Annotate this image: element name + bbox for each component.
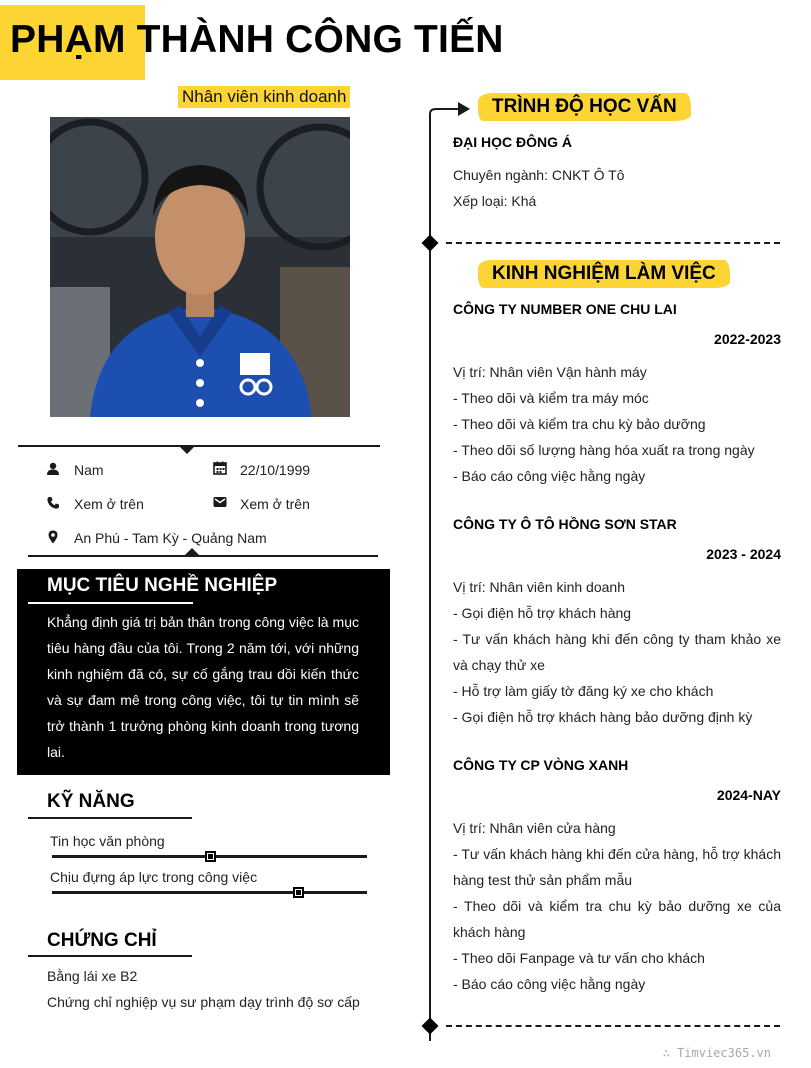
certificate-item: Bằng lái xe B2 [47,968,138,984]
timeline-node [422,235,439,252]
job-task: - Gọi điện hỗ trợ khách hàng bảo dưỡng định kỳ [453,709,753,725]
skills-title: KỸ NĂNG [47,791,135,812]
timeline-arrow-icon [428,100,472,130]
timeline-line [429,116,431,1041]
timeline-node [422,1018,439,1035]
watermark-text: Timviec365.vn [677,1046,771,1060]
gender-icon [46,462,60,481]
job-task: - Báo cáo công việc hằng ngày [453,468,646,484]
job-period: 2022-2023 [714,331,781,347]
job-period: 2024-NAY [716,787,781,803]
company-name: CÔNG TY CP VÒNG XANH [453,757,629,773]
job-title: Nhân viên kinh doanh [178,86,350,108]
job-period: 2023 - 2024 [706,546,781,562]
job-task: - Theo dõi và kiểm tra máy móc [453,390,649,406]
job-task: - Tư vấn khách hàng khi đến công ty tham khảo xe và chạy thử xe [453,631,781,673]
company-name: CÔNG TY NUMBER ONE CHU LAI [453,301,677,317]
company-name: CÔNG TY Ô TÔ HỒNG SƠN STAR [453,516,677,532]
watermark-dots-icon: ∴ [662,1046,678,1060]
email-value: Xem ở trên [240,496,310,512]
job-task: - Tư vấn khách hàng khi đến cửa hàng, hỗ trợ khách hàng test thử sản phẩm mẫu [453,846,781,888]
job-task: - Hỗ trợ làm giấy tờ đăng ký xe cho khách [453,683,714,699]
education-rank: Xếp loại: Khá [453,193,537,209]
job-task: - Theo dõi số lượng hàng hóa xuất ra trong ngày [453,442,755,458]
objective-text: Khẳng định giá trị bản thân trong công việc là mục tiêu hàng đầu của tôi. Trong 2 năm tới, với những kinh nghiệm đã có, sự cố gắng trau dồi kiến thức và sự đam mê trong công việc, tôi tự tin mình sẽ trở thành 1 trưởng phòng kinh doanh trong tương lai. [47,614,359,760]
certificates-underline [28,955,192,957]
skills-underline [28,817,192,819]
gender-value: Nam [74,462,104,478]
education-title: TRÌNH ĐỘ HỌC VẤN [478,93,691,121]
candidate-name: PHẠM THÀNH CÔNG TIẾN [10,18,504,61]
school-name: ĐẠI HỌC ĐÔNG Á [453,134,572,150]
birthday-value: 22/10/1999 [240,462,311,478]
objective-title: MỤC TIÊU NGHỀ NGHIỆP [47,575,278,596]
info-top-divider [18,445,380,447]
job-task: - Theo dõi và kiểm tra chu kỳ bảo dưỡng xe của khách hàng [453,898,781,940]
calendar-icon [213,461,227,480]
skill-level-knob[interactable] [205,851,216,862]
profile-photo [50,117,350,417]
certificate-item: Chứng chỉ nghiệp vụ sư phạm dạy trình độ sơ cấp [47,994,360,1010]
job-position: Vị trí: Nhân viên Vận hành máy [453,364,647,380]
phone-value: Xem ở trên [74,496,144,512]
job-position: Vị trí: Nhân viên cửa hàng [453,820,616,836]
job-task: - Báo cáo công việc hằng ngày [453,976,646,992]
certificates-title: CHỨNG CHỈ [47,930,157,951]
info-bottom-divider [28,555,378,557]
objective-underline [28,602,193,604]
phone-icon [46,496,60,515]
skill-label: Chịu đựng áp lực trong công việc [50,869,258,885]
address-value: An Phú - Tam Kỳ - Quảng Nam [74,530,267,546]
watermark [663,1046,771,1060]
job-task: - Theo dõi và kiểm tra chu kỳ bảo dưỡng [453,416,706,432]
divider-arrow-down [179,446,195,454]
skill-level-knob[interactable] [293,887,304,898]
job-position: Vị trí: Nhân viên kinh doanh [453,579,625,595]
job-task: - Gọi điện hỗ trợ khách hàng [453,605,632,621]
skill-label: Tin học văn phòng [50,833,165,849]
experience-title: KINH NGHIỆM LÀM VIỆC [478,260,730,288]
section-divider-dashed [446,1025,780,1027]
skill-track [52,891,367,894]
job-task: - Theo dõi Fanpage và tư vấn cho khách [453,950,705,966]
email-icon [213,495,227,514]
section-divider-dashed [446,242,780,244]
location-icon [46,530,60,549]
education-major: Chuyên ngành: CNKT Ô Tô [453,167,625,183]
